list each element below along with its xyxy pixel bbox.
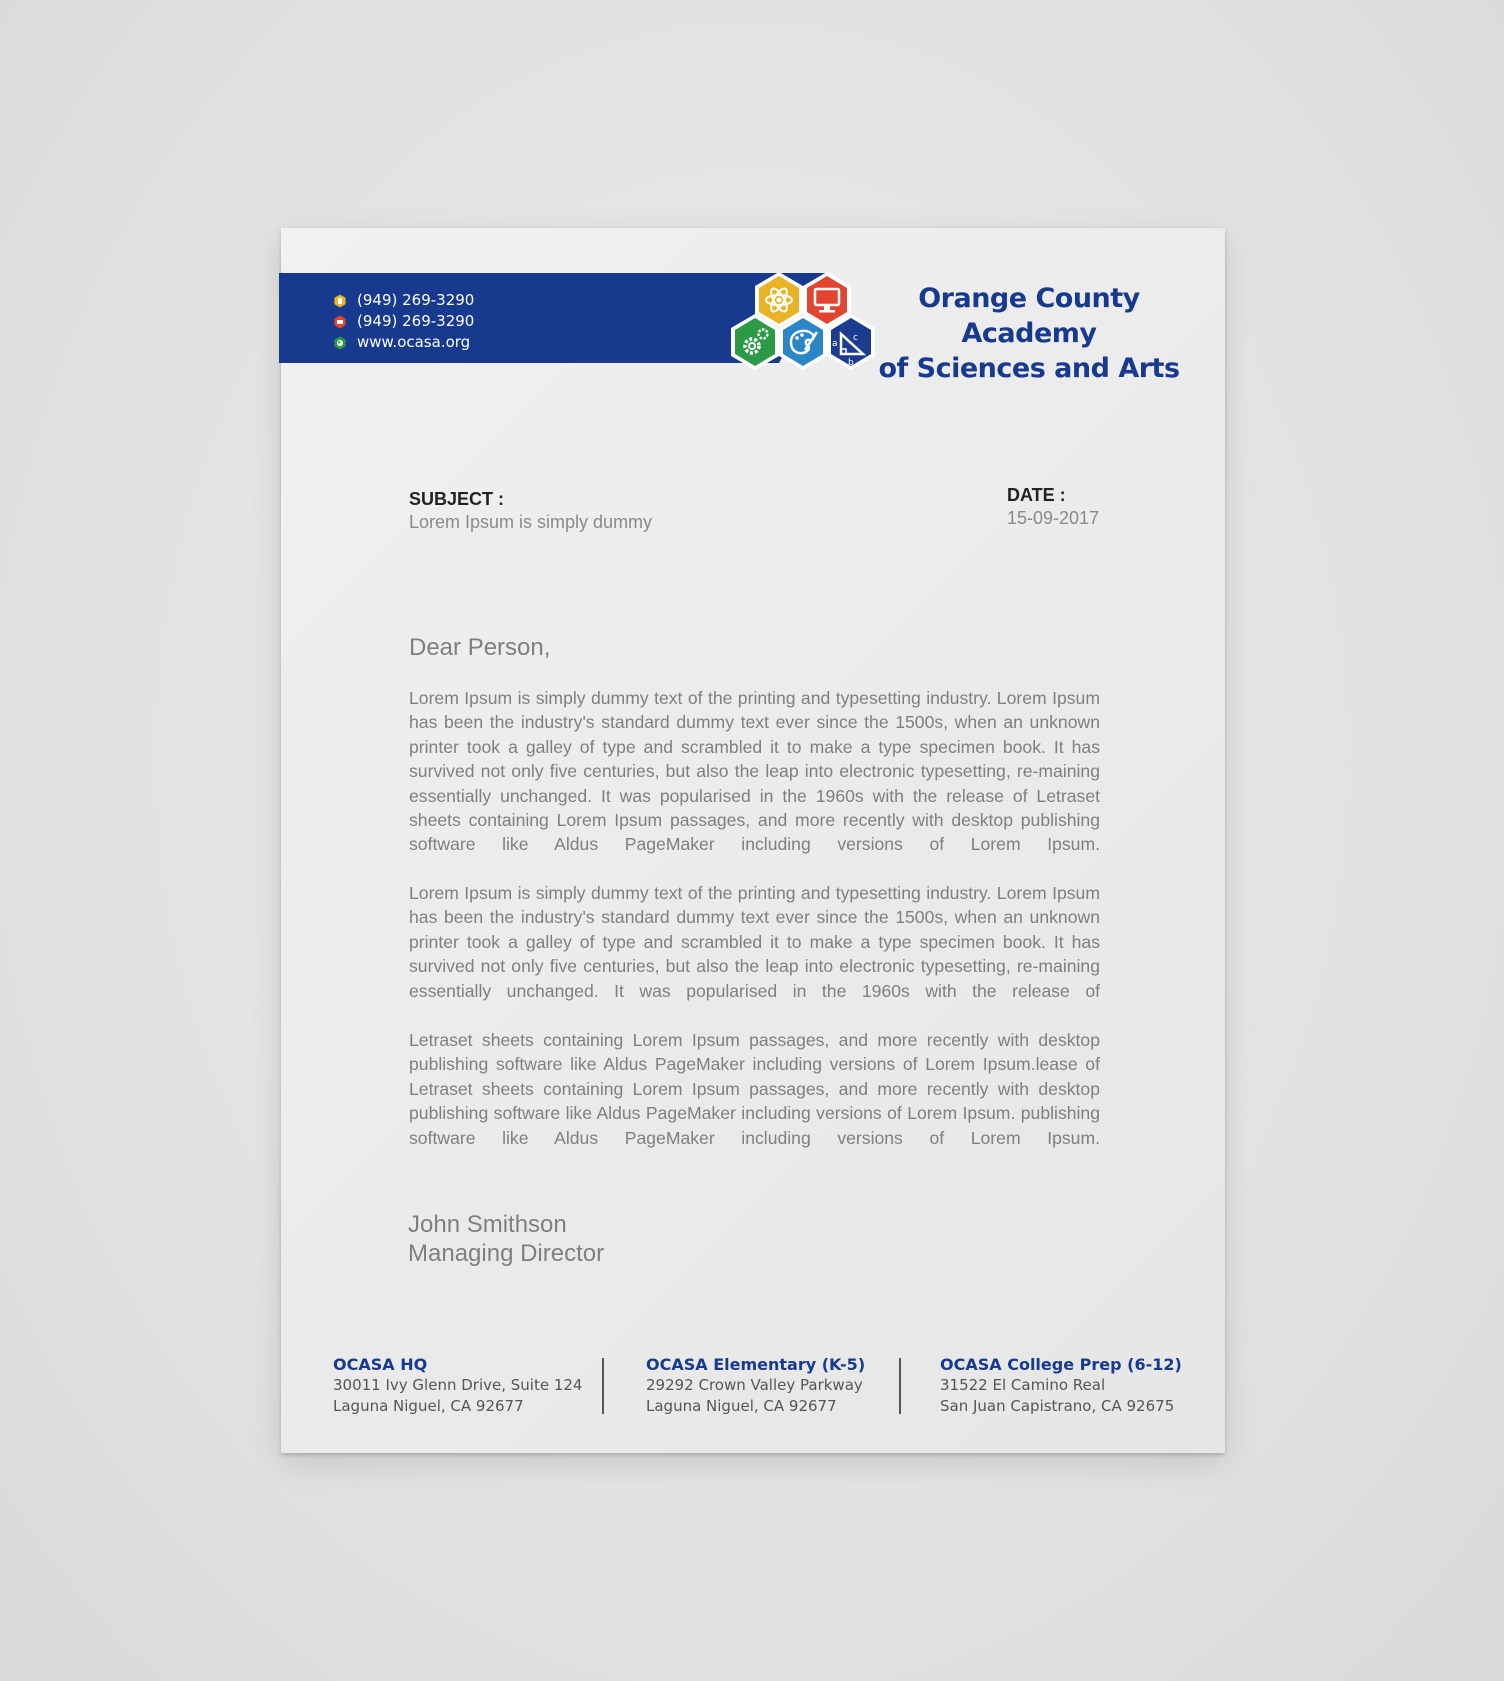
svg-text:c: c bbox=[853, 333, 858, 343]
footer-address-line1: 30011 Ivy Glenn Drive, Suite 124 bbox=[333, 1376, 583, 1394]
phone-number: (949) 269-3290 bbox=[357, 291, 475, 309]
date-value: 15-09-2017 bbox=[1007, 508, 1100, 528]
signer-name: John Smithson bbox=[408, 1211, 567, 1238]
school-name bbox=[859, 281, 1199, 386]
footer-location-college-prep bbox=[940, 1354, 1182, 1417]
fax-number: (949) 269-3290 bbox=[357, 312, 475, 330]
globe-icon bbox=[333, 336, 347, 350]
subject-block bbox=[409, 488, 652, 534]
subject-value: Lorem Ipsum is simply dummy bbox=[409, 512, 653, 532]
greeting: Dear Person, bbox=[409, 634, 551, 661]
subject-label: SUBJECT : bbox=[409, 489, 505, 509]
body-paragraph-1: Lorem Ipsum is simply dummy text of the printing and typesetting industry. Lorem Ipsum has been the industry's standard dummy text ever since the 1500s, when an unknown printer took a galley of type and scrambled it to make a type specimen book. It has survived not only five centuries, but also the leap into electronic typesetting, re-maining essentially unchanged. It was popularised in the 1960s with the release of Letraset sheets containing Lorem Ipsum passages, and more recently with desktop publishing software like Aldus PageMaker including versions of Lorem Ipsum. bbox=[409, 688, 1100, 855]
phone-icon bbox=[333, 294, 347, 308]
body-paragraph-2: Lorem Ipsum is simply dummy text of the printing and typesetting industry. Lorem Ipsum has been the industry's standard dummy text ever since the 1500s, when an unknown printer took a galley of type and scrambled it to make a type specimen book. It has survived not only five centuries, but also the leap into electronic typesetting, re-maining essentially unchanged. It was popularised in the 1960s with the release of bbox=[409, 883, 1100, 1001]
signer-title: Managing Director bbox=[408, 1240, 605, 1267]
footer-address-line2: Laguna Niguel, CA 92677 bbox=[333, 1397, 524, 1415]
footer-location-title: OCASA Elementary (K-5) bbox=[646, 1355, 866, 1374]
school-name-line1: Orange County Academy bbox=[918, 283, 1140, 349]
svg-text:a: a bbox=[832, 339, 838, 349]
footer-divider bbox=[602, 1358, 604, 1414]
phone-row bbox=[333, 290, 474, 311]
signature-block bbox=[408, 1210, 604, 1268]
footer-address-line2: San Juan Capistrano, CA 92675 bbox=[940, 1397, 1175, 1415]
date-block bbox=[1007, 484, 1099, 530]
footer-divider bbox=[899, 1358, 901, 1414]
fax-icon bbox=[333, 315, 347, 329]
fax-row bbox=[333, 311, 474, 332]
letterhead-page bbox=[281, 228, 1225, 1453]
contact-info bbox=[333, 290, 474, 353]
footer-address-line1: 31522 El Camino Real bbox=[940, 1376, 1106, 1394]
footer-location-title: OCASA HQ bbox=[333, 1355, 428, 1374]
date-label: DATE : bbox=[1007, 485, 1066, 505]
footer-address-line2: Laguna Niguel, CA 92677 bbox=[646, 1397, 837, 1415]
svg-text:b: b bbox=[848, 358, 854, 368]
school-name-line2: of Sciences and Arts bbox=[878, 353, 1180, 384]
footer-location-elementary bbox=[646, 1354, 865, 1417]
body-paragraph-3: Letraset sheets containing Lorem Ipsum passages, and more recently with desktop publishing software like Aldus PageMaker including versions of Lorem Ipsum.lease of Letraset sheets containing Lorem Ipsum passages, and more recently with desktop publishing software like Aldus PageMaker including versions of Lorem Ipsum. publishing software like Aldus PageMaker including versions of Lorem Ipsum. bbox=[409, 1030, 1100, 1148]
footer-address-line1: 29292 Crown Valley Parkway bbox=[646, 1376, 863, 1394]
footer-location-hq bbox=[333, 1354, 582, 1417]
website-row bbox=[333, 332, 474, 353]
website-link[interactable]: www.ocasa.org bbox=[357, 333, 471, 351]
footer-location-title: OCASA College Prep (6-12) bbox=[940, 1355, 1182, 1374]
